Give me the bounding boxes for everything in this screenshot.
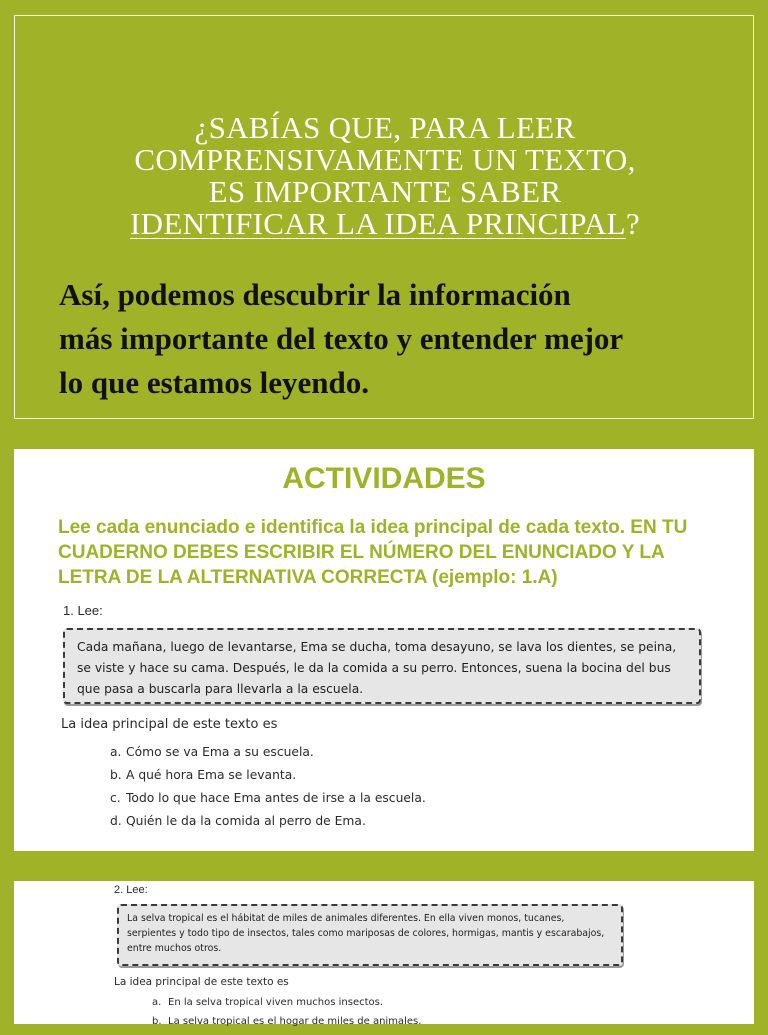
intro-body <box>59 273 739 405</box>
option-text: Todo lo que hace Ema antes de irse a la escuela. <box>126 791 426 805</box>
headline-line: COMPRENSIVAMENTE UN TEXTO, <box>134 142 636 177</box>
option-item <box>110 745 426 768</box>
headline-question-mark: ? <box>625 206 640 241</box>
exercise1-question: La idea principal de este texto es <box>61 717 278 732</box>
exercise1-heading: 1. Lee: <box>63 603 103 618</box>
option-item <box>152 1016 421 1035</box>
exercise1-options <box>110 745 426 837</box>
headline-line-last <box>15 208 755 240</box>
option-letter: d. <box>110 814 122 828</box>
exercise2-heading: 2. Lee: <box>114 884 148 896</box>
option-letter: a. <box>110 745 122 759</box>
option-letter: c. <box>110 791 121 805</box>
headline-line: ES IMPORTANTE SABER <box>208 174 562 209</box>
activities-instructions: Lee cada enunciado e identifica la idea principal de cada texto. EN TU CUADERNO DEBES ESCRIBIR EL NÚMERO DEL ENUNCIADO Y LA LETRA DE LA ALTERNATIVA CORRECTA (ejemplo: 1.A) <box>58 517 688 588</box>
activities-title: ACTIVIDADES <box>282 462 486 495</box>
option-text: La selva tropical es el hogar de miles de animales. <box>168 1016 422 1027</box>
body-line: Así, podemos descubrir la información <box>59 277 571 312</box>
option-letter: b. <box>152 1016 162 1027</box>
option-text: En la selva tropical viven muchos insectos. <box>168 997 384 1008</box>
headline-underlined-text: IDENTIFICAR LA IDEA PRINCIPAL <box>130 206 626 241</box>
option-item <box>110 814 426 837</box>
exercise2-question: La idea principal de este texto es <box>114 976 289 988</box>
option-item <box>110 791 426 814</box>
option-letter: a. <box>152 997 162 1008</box>
body-line: más importante del texto y entender mejor <box>59 321 624 356</box>
exercise1-passage-box: Cada mañana, luego de levantarse, Ema se ducha, toma desayuno, se lava los dientes, se peina, se viste y hace su cama. Después, le da la comida a su perro. Entonces, suena la bocina del bus que pasa a buscarla para llevarla a la escuela. <box>63 628 701 704</box>
body-line: lo que estamos leyendo. <box>59 365 369 400</box>
option-letter: b. <box>110 768 122 782</box>
option-item <box>110 768 426 791</box>
exercise2-options <box>152 997 421 1035</box>
headline-line: ¿SABÍAS QUE, PARA LEER <box>194 110 576 145</box>
option-item <box>152 997 421 1016</box>
option-text: A qué hora Ema se levanta. <box>126 768 297 782</box>
option-text: Quién le da la comida al perro de Ema. <box>126 814 366 828</box>
intro-headline <box>15 112 755 240</box>
option-text: Cómo se va Ema a su escuela. <box>126 745 314 759</box>
exercise2-passage-box: La selva tropical es el hábitat de miles de animales diferentes. En ella viven monos, tucanes, serpientes y todo tipo de insectos, tales como mariposas de colores, hormigas, mantis y escarabajos, entre muchos otros. <box>117 904 623 966</box>
intro-slide <box>14 15 754 419</box>
